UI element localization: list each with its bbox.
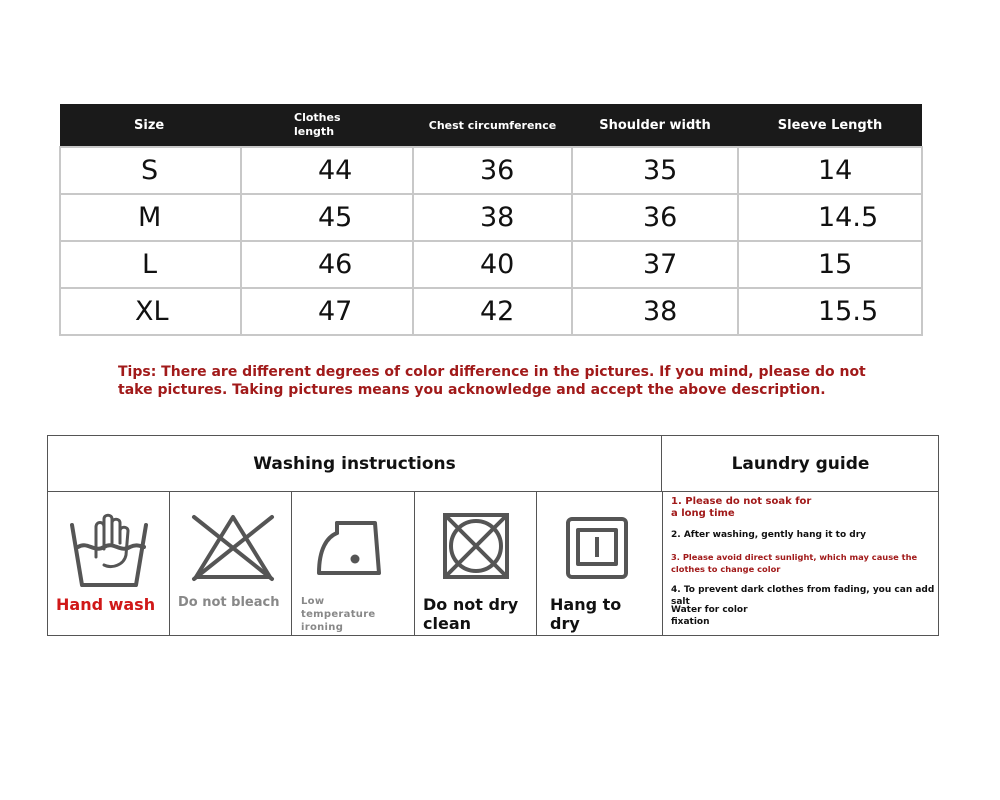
washing-instructions-title: Washing instructions [48, 436, 661, 492]
guide-item: 2. After washing, gently hang it to dry [671, 530, 867, 540]
size-cell: M [60, 194, 241, 241]
wash-item-hang-dry [538, 491, 660, 635]
clothes-length-cell: 44 [241, 147, 413, 194]
chest-cell: 40 [413, 241, 572, 288]
shoulder-cell: 35 [572, 147, 738, 194]
table-row [60, 147, 922, 194]
guide-item: 3. Please avoid direct sunlight, which may cause the clothes to change color [671, 552, 918, 574]
hand-wash-icon [68, 513, 150, 587]
chest-cell: 38 [413, 194, 572, 241]
chest-cell: 42 [413, 288, 572, 335]
clothes-length-cell: 46 [241, 241, 413, 288]
no-dry-clean-label: Do not dry clean [423, 595, 519, 633]
low-iron-label: Low temperature ironing [301, 596, 376, 633]
sleeve-cell: 14 [738, 147, 922, 194]
no-bleach-icon [190, 513, 276, 583]
header-shoulder-width: Shoulder width [572, 104, 738, 147]
size-table-header-row [60, 104, 922, 147]
shoulder-cell: 37 [572, 241, 738, 288]
sleeve-cell: 15 [738, 241, 922, 288]
size-cell: S [60, 147, 241, 194]
hang-dry-icon [564, 515, 634, 585]
clothes-length-cell: 45 [241, 194, 413, 241]
header-size: Size [60, 104, 241, 147]
wash-item-hand-wash [48, 491, 170, 635]
wash-item-low-iron [293, 491, 415, 635]
table-row [60, 288, 922, 335]
header-sleeve-length: Sleeve Length [738, 104, 922, 147]
size-cell: L [60, 241, 241, 288]
wash-item-no-dry-clean [415, 491, 537, 635]
header-chest-circumference: Chest circumference [413, 104, 572, 147]
sleeve-cell: 15.5 [738, 288, 922, 335]
wash-item-no-bleach [170, 491, 292, 635]
guide-item: 4. To prevent dark clothes from fading, you can add salt [671, 585, 935, 607]
clothes-length-cell: 47 [241, 288, 413, 335]
table-row [60, 194, 922, 241]
no-dry-clean-icon [441, 511, 511, 581]
guide-item: 1. Please do not soak for a long time [671, 496, 812, 519]
tips-notice: Tips: There are different degrees of color difference in the pictures. If you mind, please do not take pictures. Taking pictures means you acknowledge and accept the above description. [118, 364, 866, 398]
no-bleach-label: Do not bleach [178, 595, 280, 610]
laundry-guide-title: Laundry guide [661, 436, 939, 492]
hand-wash-label: Hand wash [56, 595, 156, 614]
size-cell: XL [60, 288, 241, 335]
hang-dry-label: Hang to dry [550, 595, 622, 633]
table-row [60, 241, 922, 288]
shoulder-cell: 38 [572, 288, 738, 335]
laundry-guide-list [662, 492, 938, 635]
guide-item: Water for color fixation [671, 605, 748, 627]
size-chart-table [59, 104, 923, 336]
shoulder-cell: 36 [572, 194, 738, 241]
sleeve-cell: 14.5 [738, 194, 922, 241]
low-iron-icon [313, 513, 393, 579]
chest-cell: 36 [413, 147, 572, 194]
washing-section [47, 435, 939, 636]
header-clothes-length: Clothes length [241, 104, 413, 147]
